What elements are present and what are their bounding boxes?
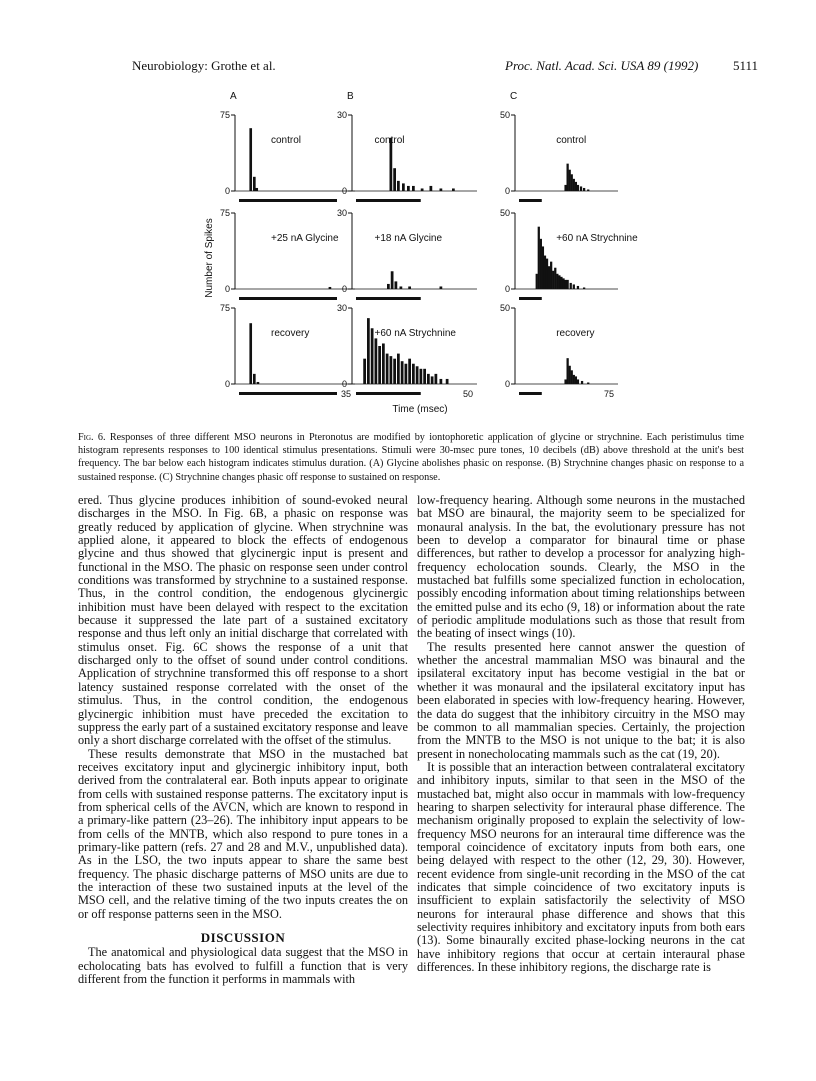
histogram-bar <box>577 379 579 384</box>
body-paragraph: It is possible that an interaction between contralateral excitatory and inhibitory inputs, similar to that seen in the MSO of the mustached bat, might also occur in mammals with low-frequency hearing to sharpen selectivity for interaural phase difference. The mechanism originally proposed to explain the selectivity of low-frequency MSO neurons for an interaural time difference was the temporal coincidence of excitatory inputs from both ears, one being delayed with respect to the other (12, 29, 30). However, recent evidence from single-unit recording in the MSO of the cat indicates that simple coincidence of two excitatory inputs is insufficient to explain satisfactorily the selectivity of MSO neurons for interaural phase difference and shows that this selectivity requires inhibitory and excitatory inputs from both ears (13). Some binaurally excited phase-locking neurons in the cat have inhibitory regions that occur at certain interaural phase differences. In these inhibitory regions, the discharge rate is <box>417 759 745 975</box>
histogram-bar <box>581 381 583 384</box>
histogram-bar <box>397 181 400 191</box>
y-tick-label: 50 <box>499 303 510 313</box>
y-tick-label: 30 <box>336 208 347 218</box>
histogram-bar <box>401 361 404 384</box>
histogram-bar <box>560 277 562 289</box>
histogram-bar <box>536 274 538 289</box>
histogram-bar <box>567 164 569 191</box>
histogram-bar <box>427 374 430 384</box>
stimulus-bar <box>356 392 421 395</box>
histogram-bar <box>421 188 424 191</box>
x-axis-title: Time (msec) <box>392 404 448 415</box>
histogram-bar <box>440 188 443 191</box>
histogram-bar <box>573 375 575 384</box>
histogram-bar <box>407 186 410 191</box>
y-axis-title: Number of Spikes <box>204 218 215 298</box>
y-tick-label: 0 <box>224 284 230 294</box>
histogram-bar <box>546 259 548 289</box>
body-paragraph: ered. Thus glycine produces inhibition of sound-evoked neural discharges in the MSO. In Fig. 6B, a phasic on response was greatly reduced by application of glycine. When strychnine was applied alone, it appeared to block the effects of endogenous glycine and thus showed that glycinergic input is present and functional in the MSO. The phasic on response seen under control conditions was transformed by strychnine to a sustained response. Thus, in the control condition, the endogenous glycinergic inhibition must have been delayed with respect to the excitation because it suppressed the late part of a sustained excitatory response and thus left only an initial discharge that correlated with stimulus onset. Fig. 6C shows the response of a unit that discharged only to the offset of sound under control conditions. Application of strychnine transformed this off response to a short latency sustained response correlated with the onset of the stimulus. Thus, in the control condition, the endogenous glycinergic inhibition must have preceded the excitation to suppress the early part of a sustained excitatory response and leave only a short discharge correlated with the offset of the stimulus. <box>78 493 408 748</box>
histogram-bar <box>571 370 573 384</box>
condition-label: +18 nA Glycine <box>374 233 443 244</box>
histogram-bar <box>249 323 252 384</box>
histogram-bar <box>253 374 256 384</box>
histogram-bar <box>554 268 556 289</box>
histogram-bar <box>435 374 438 384</box>
stimulus-bar <box>239 392 337 395</box>
y-tick-label: 0 <box>224 379 230 389</box>
histogram-bar <box>573 284 575 289</box>
histogram-bar <box>412 364 415 384</box>
y-tick-label: 0 <box>341 379 347 389</box>
y-tick-label: 0 <box>504 186 510 196</box>
page-number: 5111 <box>733 58 759 73</box>
histogram-bar <box>329 287 332 289</box>
histogram-bar <box>397 354 400 384</box>
histogram-bar <box>257 382 260 384</box>
histogram-bar <box>440 379 443 384</box>
histogram-bar <box>408 359 411 384</box>
histogram-bar <box>587 382 589 384</box>
histogram-bar <box>431 376 434 384</box>
histogram-bar <box>548 266 550 289</box>
histogram-bar <box>402 183 405 191</box>
x-tick-label: 50 <box>463 389 474 399</box>
histogram-bar <box>587 189 589 191</box>
histogram-bar <box>567 280 569 289</box>
histogram-bar <box>558 275 560 289</box>
histogram-bar <box>575 376 577 384</box>
histogram-bar <box>391 271 394 289</box>
histogram-bar <box>577 286 579 289</box>
histogram-bar <box>556 274 558 289</box>
condition-label: control <box>271 135 302 146</box>
histogram-bar <box>550 262 552 289</box>
histogram-bar <box>253 177 256 191</box>
condition-label: +60 nA Strychnine <box>374 328 456 339</box>
body-paragraph: The anatomical and physiological data suggest that the MSO in echolocating bats has evolved to fulfill a function that is very different from the function it performs in mammals with <box>78 945 408 987</box>
histogram-bar <box>390 356 393 384</box>
histogram-bar <box>249 128 252 191</box>
histogram-bar <box>375 338 378 384</box>
histogram-bar <box>564 280 566 289</box>
histogram-bar <box>562 278 564 289</box>
body-paragraph: These results demonstrate that MSO in the mustached bat receives excitatory input and glycinergic inhibitory input, both derived from the contralateral ear. Both inputs appear to originate from cells with sustained response patterns. The excitatory input is from spherical cells of the AVCN, which are known to respond in a primary-like pattern (23–26). The inhibitory input appears to be from cells of the MNTB, which also respond to pure tones in a primary-like pattern (refs. 27 and 28 and M.V., unpublished data). As in the LSO, the two inputs appear to share the same best frequency. The phasic discharge patterns of MSO units are due to the interaction of these two sustained inputs at the level of the MSO cell, and the relative timing of the two inputs creates the on or off response patterns seen in the MSO. <box>78 746 408 921</box>
x-tick-label: 75 <box>604 389 615 399</box>
histogram-bar <box>412 186 415 191</box>
histogram-bar <box>255 188 258 191</box>
condition-label: recovery <box>556 328 595 339</box>
histogram-bar <box>569 170 571 191</box>
histogram-bar <box>440 286 443 289</box>
histogram-bar <box>580 186 582 191</box>
right-column <box>417 494 745 974</box>
histogram-bar <box>452 188 455 191</box>
histogram-bar <box>423 369 426 384</box>
condition-label: +25 nA Glycine <box>271 233 339 244</box>
histogram-bar <box>564 379 566 384</box>
condition-label: +60 nA Strychnine <box>556 233 638 244</box>
body-paragraph: low-frequency hearing. Although some neurons in the mustached bat MSO are binaural, the majority seem to be specialized for monaural analysis. In the bat, the evolutionary pressure has not been to develop a comparator for binaural time or phase differences, but rather to develop a processor for analyzing high-frequency echolocation sounds. Clearly, the MSO in the mustached bat fulfills some specialized function in echolocation, possibly encoding information about timing relationships between the emitted pulse and its echo (9, 18) or information about the rate of periodic amplitude modulations such as those that result from the beating of insect wings (10). <box>417 493 745 641</box>
histogram-bar <box>538 227 540 289</box>
figure-caption <box>78 431 744 484</box>
y-tick-label: 0 <box>224 186 230 196</box>
histogram-bar <box>583 287 585 289</box>
histogram-bar <box>416 366 419 384</box>
panel-column-label: B <box>347 91 354 102</box>
histogram-bar <box>573 179 575 191</box>
histogram-bar <box>400 286 403 289</box>
histogram-bar <box>567 358 569 384</box>
histogram-bar <box>378 346 381 384</box>
y-tick-label: 0 <box>504 284 510 294</box>
histogram-bar <box>387 284 390 289</box>
histogram-bar <box>564 185 566 191</box>
histogram-bar <box>583 188 585 191</box>
histogram-bar <box>430 186 433 191</box>
histogram-bar <box>395 281 398 289</box>
histogram-bar <box>570 283 572 289</box>
y-tick-label: 75 <box>219 303 230 313</box>
stimulus-bar <box>239 297 337 300</box>
caption-label: Fig. 6. <box>78 432 106 443</box>
histogram-bar <box>393 168 396 191</box>
y-tick-label: 0 <box>341 186 347 196</box>
histogram-bar <box>575 182 577 191</box>
figure-6-histograms <box>0 0 816 420</box>
stimulus-bar <box>519 199 542 202</box>
histogram-bar <box>363 359 366 384</box>
histogram-bar <box>577 185 579 191</box>
x-tick-label: 35 <box>341 389 352 399</box>
histogram-bar <box>571 174 573 191</box>
y-tick-label: 50 <box>499 110 510 120</box>
y-tick-label: 30 <box>336 110 347 120</box>
condition-label: recovery <box>271 328 310 339</box>
y-tick-label: 75 <box>219 208 230 218</box>
histogram-bar <box>420 369 423 384</box>
y-tick-label: 75 <box>219 110 230 120</box>
histogram-bar <box>371 328 374 384</box>
histogram-bar <box>552 271 554 289</box>
running-header-authors: Neurobiology: Grothe et al. <box>132 58 276 73</box>
left-column <box>78 494 408 986</box>
y-tick-label: 50 <box>499 208 510 218</box>
y-tick-label: 0 <box>504 379 510 389</box>
histogram-bar <box>542 246 544 289</box>
section-heading-discussion: DISCUSSION <box>200 930 286 945</box>
body-paragraph: The results presented here cannot answer the question of whether the ancestral mammalian MSO was binaural and the ipsilateral excitatory input has become vestigial in the bat or whether it was monaural and the ipsilateral excitatory input has been elaborated in species with low-frequency hearing. However, the data do suggest that the inhibitory circuitry in the MSO may be common to all mammalian species. Certainly, the projection from the MNTB to the MSO is not unique to the bat; it is also present in nonecholocating mammals such as the cat (19, 20). <box>417 639 745 761</box>
caption-text: Responses of three different MSO neurons in Pteronotus are modified by iontophoretic application of glycine or strychnine. Each peristimulus time histogram represents responses to 100 identical stimulus presentations. Stimuli were 30-msec pure tones, 10 decibels (dB) above threshold at the unit's best frequency. The bar below each histogram indicates stimulus duration. (A) Glycine abolishes phasic on response. (B) Strychnine changes phasic on response to a sustained response. (C) Strychnine changes phasic off response to sustained on response. <box>78 432 744 483</box>
histogram-bar <box>386 354 389 384</box>
histogram-bar <box>405 364 408 384</box>
histogram-bar <box>382 343 385 384</box>
panel-column-label: C <box>510 91 518 102</box>
histogram-bar <box>367 318 370 384</box>
stimulus-bar <box>519 297 542 300</box>
stimulus-bar <box>356 199 421 202</box>
histogram-bar <box>569 366 571 384</box>
condition-label: control <box>374 135 405 146</box>
histogram-bar <box>540 239 542 289</box>
y-tick-label: 30 <box>336 303 347 313</box>
histogram-bar <box>544 256 546 289</box>
histogram-bar <box>408 286 411 289</box>
stimulus-bar <box>356 297 421 300</box>
condition-label: control <box>556 135 587 146</box>
y-tick-label: 0 <box>341 284 347 294</box>
panel-column-label: A <box>230 91 237 102</box>
running-header-journal: Proc. Natl. Acad. Sci. USA 89 (1992) <box>505 58 699 73</box>
stimulus-bar <box>239 199 337 202</box>
stimulus-bar <box>519 392 542 395</box>
histogram-bar <box>446 379 449 384</box>
histogram-bar <box>393 359 396 384</box>
